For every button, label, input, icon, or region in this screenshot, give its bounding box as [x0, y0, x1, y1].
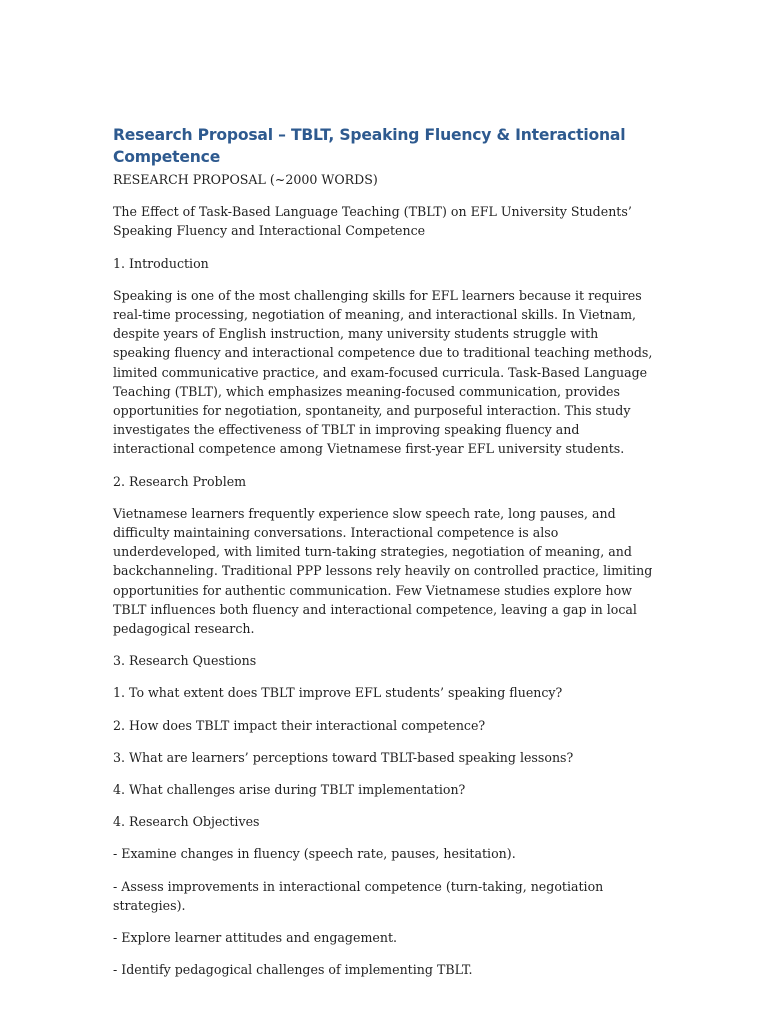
- section-heading-research-objectives: 4. Research Objectives: [113, 814, 260, 830]
- document-subtitle: RESEARCH PROPOSAL (~2000 WORDS): [113, 172, 378, 187]
- introduction-paragraph: Speaking is one of the most challenging skills for EFL learners because it requires real-time processing, negotiation of meaning, and interactional skills. In Vietnam, despite years of English instruction, many university students struggle with speaking fluency and interactional competence due to traditional teaching methods, limited communicative practice, and exam-focused curricula. Task-Based Language Teaching (TBLT), which emphasizes meaning-focused communication, provides opportunities for negotiation, spontaneity, and purposeful interaction. This study investigates the effectiveness of TBLT in improving speaking fluency and interactional competence among Vietnamese first-year EFL university students.: [113, 287, 653, 457]
- research-question-item: 3. What are learners’ perceptions toward TBLT-based speaking lessons?: [113, 749, 574, 765]
- section-heading-research-problem: 2. Research Problem: [113, 473, 247, 489]
- proposal-topic: The Effect of Task-Based Language Teaching (TBLT) on EFL University Students’ Speaking Fluency and Interactional Competence: [113, 204, 632, 239]
- research-problem-paragraph: Vietnamese learners frequently experience slow speech rate, long pauses, and difficulty maintaining conversations. Interactional competence is also underdeveloped, with limited turn-taking strategies, negotiation of meaning, and backchanneling. Traditional PPP lessons rely heavily on controlled practice, limiting opportunities for authentic communication. Few Vietnamese studies explore how TBLT influences both fluency and interactional competence, leaving a gap in local pedagogical research.: [113, 505, 653, 637]
- research-objective-item: - Assess improvements in interactional competence (turn-taking, negotiation strategies).: [113, 878, 604, 913]
- research-question-item: 2. How does TBLT impact their interactional competence?: [113, 717, 486, 733]
- research-objective-item: - Explore learner attitudes and engagement.: [113, 930, 398, 946]
- research-objective-item: - Examine changes in fluency (speech rate, pauses, hesitation).: [113, 846, 516, 862]
- research-question-item: 4. What challenges arise during TBLT implementation?: [113, 782, 466, 798]
- research-question-item: 1. To what extent does TBLT improve EFL students’ speaking fluency?: [113, 685, 563, 701]
- document-body: [113, 124, 658, 993]
- section-heading-introduction: 1. Introduction: [113, 255, 209, 271]
- document-title: Research Proposal – TBLT, Speaking Fluency & Interactional Competence: [113, 126, 626, 166]
- section-heading-research-questions: 3. Research Questions: [113, 653, 257, 669]
- research-objective-item: - Identify pedagogical challenges of implementing TBLT.: [113, 962, 473, 978]
